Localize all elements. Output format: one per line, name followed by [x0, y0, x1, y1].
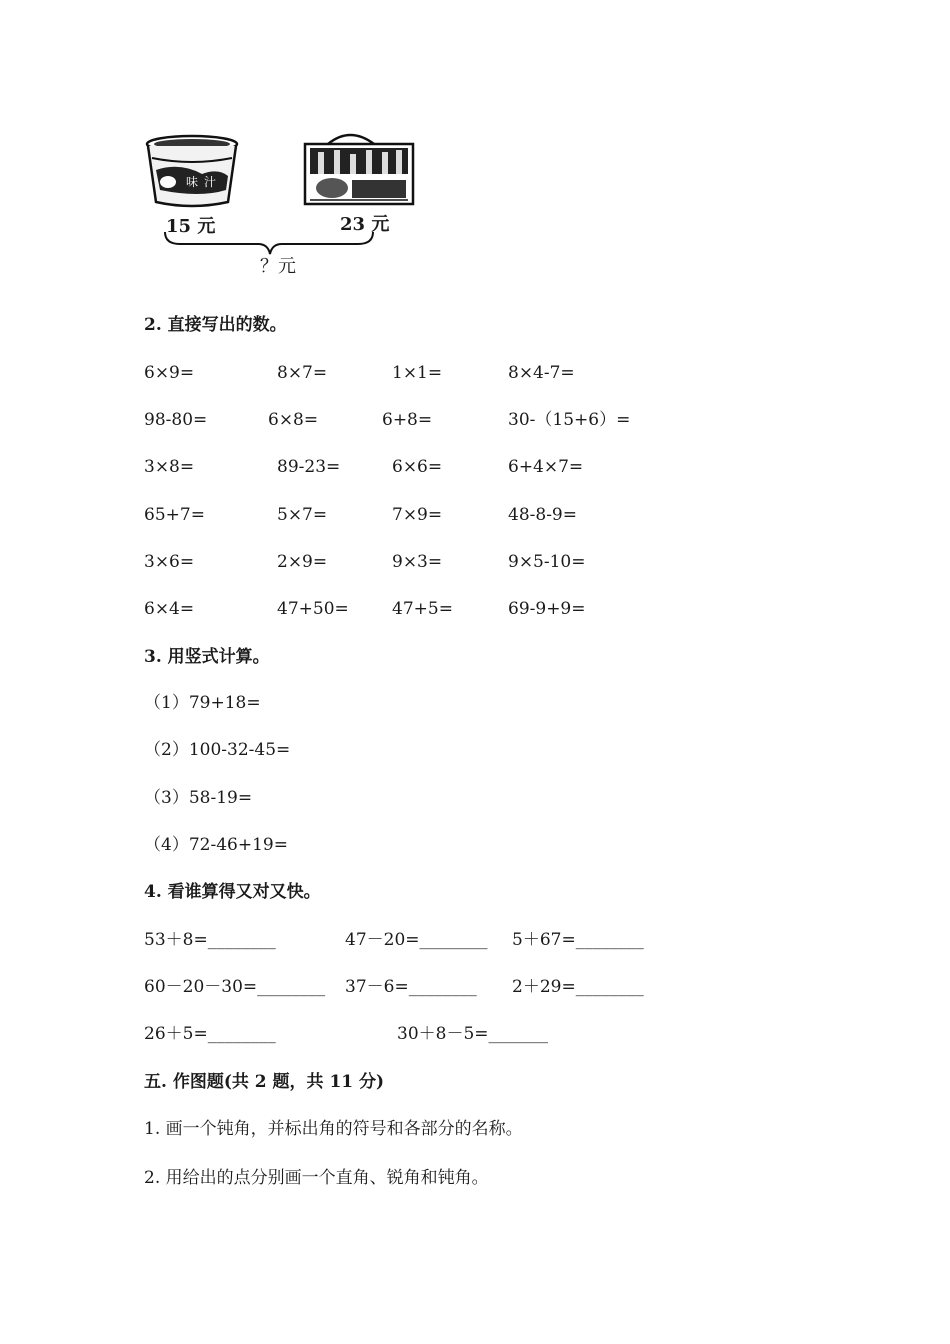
q2-cell: 65+7= — [144, 505, 205, 525]
svg-text:味: 味 — [186, 175, 199, 189]
q4-cell: 5＋67=________ — [512, 930, 644, 950]
q3-item: （1）79+18= — [144, 693, 261, 713]
q4-cell: 30＋8－5=_______ — [397, 1024, 549, 1044]
q2-cell: 7×9= — [392, 505, 443, 525]
q2-cell: 8×7= — [277, 363, 328, 383]
q4-cell: 53＋8=________ — [144, 930, 276, 950]
q3-item: （3）58-19= — [144, 788, 253, 808]
svg-text:汁: 汁 — [204, 175, 217, 189]
q2-cell: 69-9+9= — [508, 599, 586, 619]
q2-cell: 6×6= — [392, 457, 443, 477]
q2-cell: 89-23= — [277, 457, 341, 477]
q4-cell: 2＋29=________ — [512, 977, 644, 997]
price-figure — [140, 128, 430, 278]
q2-cell: 8×4-7= — [508, 363, 575, 383]
q2-cell: 47+5= — [392, 599, 453, 619]
q2-cell: 9×3= — [392, 552, 443, 572]
q2-cell: 3×6= — [144, 552, 195, 572]
total-price-question: ？元 — [260, 256, 296, 277]
q2-cell: 6+8= — [382, 410, 433, 430]
q2-cell: 9×5-10= — [508, 552, 586, 572]
q2-title — [144, 314, 287, 336]
q2-cell: 6×8= — [268, 410, 319, 430]
q2-title-text: 2. 直接写出的数。 — [144, 315, 287, 335]
q2-cell: 6×4= — [144, 599, 195, 619]
section5-q2: 2. 用给出的点分别画一个直角、锐角和钝角。 — [144, 1168, 489, 1188]
item1-price: 15 元 — [166, 216, 216, 237]
item2-price: 23 元 — [340, 214, 390, 235]
q2-cell: 30-（15+6）= — [508, 410, 631, 430]
q4-cell: 60－20－30=________ — [144, 977, 326, 997]
section5-title: 五. 作图题(共 2 题，共 11 分) — [144, 1072, 385, 1092]
q4-cell: 26＋5=________ — [144, 1024, 276, 1044]
q4-cell: 37－6=________ — [345, 977, 477, 997]
q2-cell: 6×9= — [144, 363, 195, 383]
q3-item: （2）100-32-45= — [144, 740, 291, 760]
q2-cell: 48-8-9= — [508, 505, 577, 525]
section5-q1: 1. 画一个钝角，并标出角的符号和各部分的名称。 — [144, 1119, 523, 1139]
q2-cell: 5×7= — [277, 505, 328, 525]
q2-cell: 2×9= — [277, 552, 328, 572]
cup-image — [147, 136, 237, 206]
q2-cell: 3×8= — [144, 457, 195, 477]
q2-cell: 6+4×7= — [508, 457, 584, 477]
q2-cell: 98-80= — [144, 410, 208, 430]
q4-cell: 47－20=________ — [345, 930, 488, 950]
box-image — [305, 135, 413, 204]
q3-item: （4）72-46+19= — [144, 835, 288, 855]
q4-title: 4. 看谁算得又对又快。 — [144, 882, 321, 902]
q2-cell: 1×1= — [392, 363, 443, 383]
q3-title: 3. 用竖式计算。 — [144, 647, 270, 667]
q2-cell: 47+50= — [277, 599, 349, 619]
